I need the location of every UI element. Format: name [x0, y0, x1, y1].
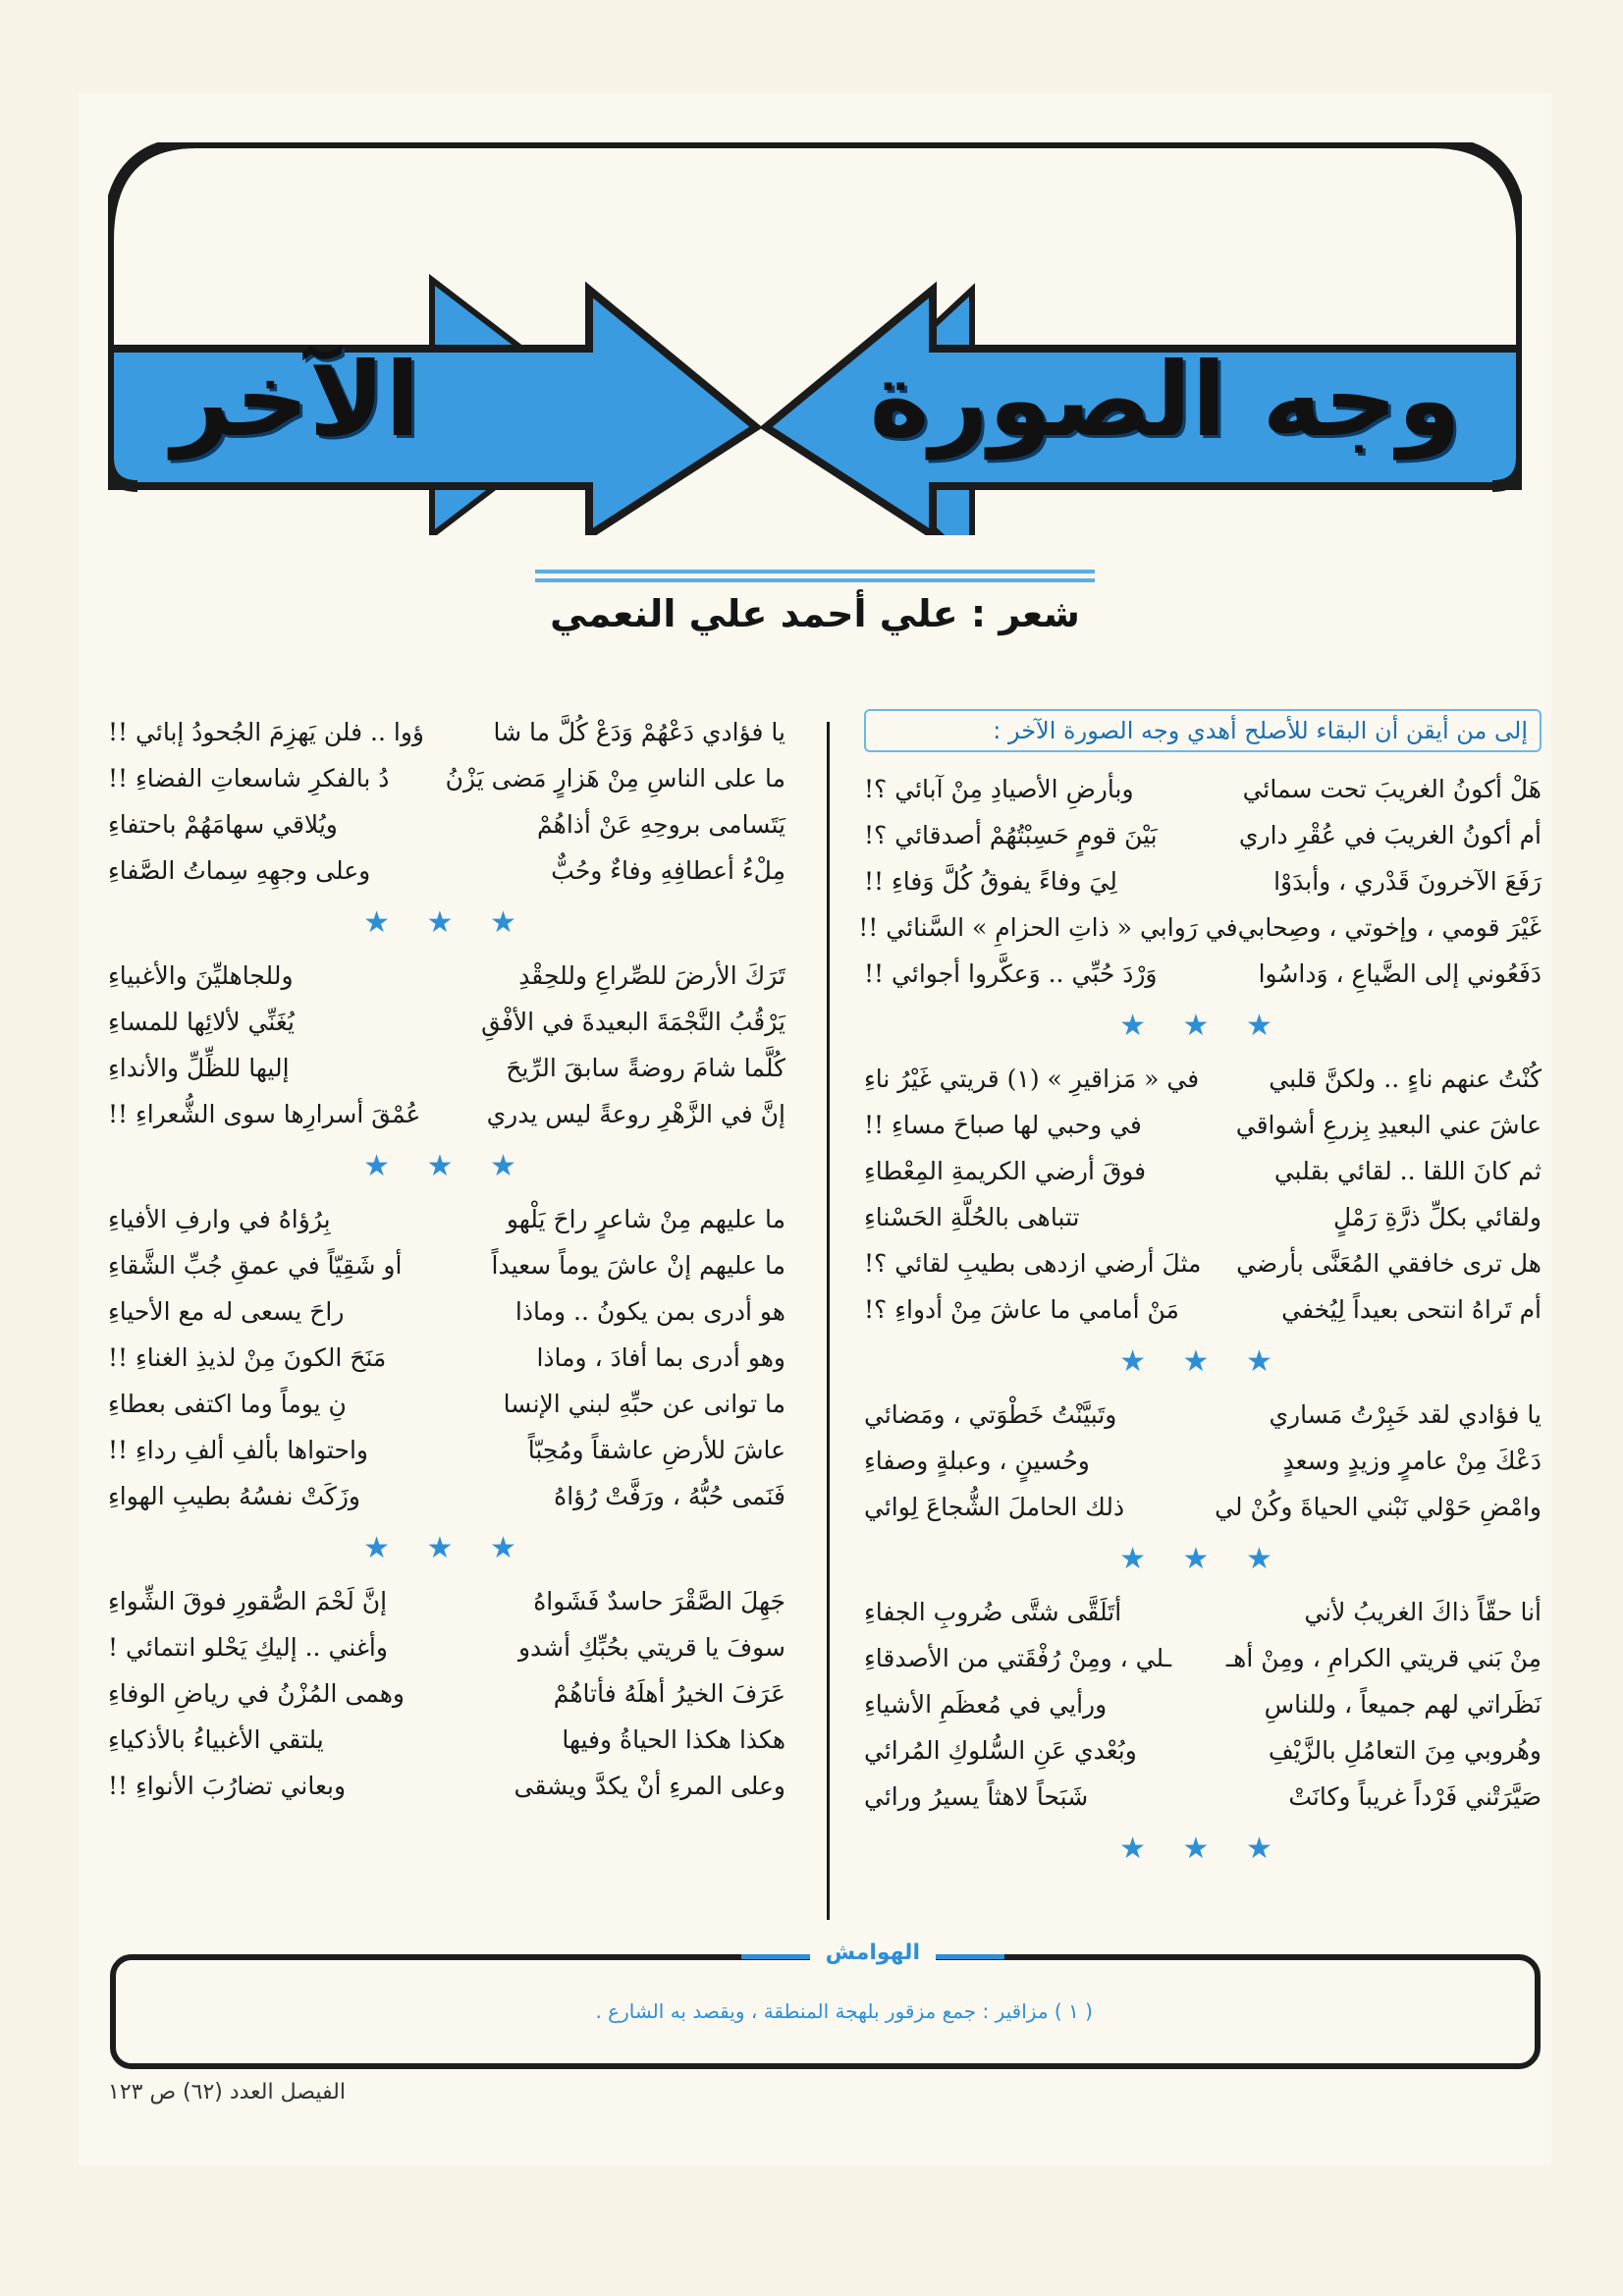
title-main: وجه الصورة [869, 340, 1461, 460]
verse-ajuz: مَنَحَ الكونَ مِنْ لذيذِ الغناءِ !! [108, 1343, 387, 1372]
verse-line [864, 766, 1542, 812]
verse-ajuz: واحتواها بألفِ ألفِ رداءِ !! [108, 1436, 368, 1464]
verse-sadr: دَفَعُوني إلى الضَّياعِ ، وَداسُوا [1258, 959, 1542, 988]
verse-ajuz: في وحبي لها صباحَ مساءِ !! [864, 1111, 1142, 1139]
verse-sadr: إنَّ في الزَّهْرِ روعةً ليس يدري [486, 1100, 785, 1128]
stars-separator: ★ ★ ★ [1119, 1344, 1286, 1379]
verse-line [864, 1589, 1542, 1635]
verse-sadr: ثم كانَ اللقا .. لقائي بقلبي [1273, 1157, 1542, 1185]
verse-ajuz: وبعاني تضارُبَ الأنواءِ !! [108, 1772, 347, 1800]
verse-ajuz: وحُسينٍ ، وعبلةٍ وصفاءِ [864, 1447, 1090, 1475]
verse-line [108, 1045, 785, 1091]
verse-line [864, 1681, 1542, 1727]
verse-sadr: مِلْءُ أعطافِهِ وفاءٌ وحُبٌّ [551, 856, 785, 885]
verse-sadr: يا فؤادي دَعْهُمْ وَدَعْ كُلَّ ما شا [493, 718, 785, 746]
verse-ajuz: ويُلاقي سهامَهُمْ باحتفاءِ [108, 810, 338, 839]
verse-sadr: عاشَ عني البعيدِ بِزرعِ أشواقي [1235, 1111, 1542, 1139]
title-banner [108, 142, 1522, 535]
verse-line [108, 709, 785, 755]
verse-sadr: عاشَ للأرضِ عاشقاً ومُحِبّاً [527, 1436, 785, 1464]
verse-ajuz: وللجاهليِّنَ والأغبياءِ [108, 961, 294, 990]
verse-ajuz: وزَكَتْ نفسُهُ بطيبِ الهواءِ [108, 1482, 361, 1510]
verse-sadr: عَرَفَ الخيرُ أهلَهُ فأتاهُمْ [553, 1679, 785, 1708]
verse-sadr: أم أكونُ الغريبَ في عُقْرِ داري [1238, 821, 1542, 849]
verse-line [108, 1335, 785, 1381]
verse-sadr: ولقائي بكلِّ ذرَّةِ رَمْلٍ [1333, 1203, 1542, 1231]
verse-line [108, 755, 785, 801]
verse-line [864, 1392, 1542, 1438]
stanza-r1 [858, 766, 1542, 997]
verse-ajuz: يُغَنِّي لألائِها للمساءِ [108, 1008, 295, 1036]
stanza-r4 [864, 1589, 1542, 1820]
stanza-r2 [864, 1056, 1542, 1333]
dedication: إلى من أيقن أن البقاء للأصلح أهدي وجه الصورة الآخر : [864, 709, 1542, 752]
footnotes-box [110, 1941, 1541, 2069]
verse-sadr: ما عليهم مِنْ شاعرٍ راحَ يَلْهو [506, 1205, 785, 1233]
verse-line [108, 1763, 785, 1809]
footnotes-label: الهوامش [810, 1941, 936, 1965]
verse-sadr: سوفَ يا قريتي بحُبِّكِ أشدو [517, 1633, 785, 1662]
verse-line [864, 951, 1542, 997]
verse-ajuz: شَبَحاً لاهثاً يسيرُ ورائي [864, 1782, 1089, 1811]
verse-ajuz: وهمى المُزْنُ في رياضِ الوفاءِ [108, 1679, 405, 1708]
verse-ajuz: أو شَقِيّاً في عمقِ جُبِّ الشَّقاءِ [108, 1251, 403, 1280]
verse-ajuz: مَنْ أمامي ما عاشَ مِنْ أدواءِ ؟! [864, 1295, 1179, 1324]
verse-ajuz: ؤوا .. فلن يَهزِمَ الجُحودُ إبائي !! [108, 718, 424, 746]
verse-sadr: ما على الناسِ مِنْ هَزارٍ مَضى يَزْنُ [445, 764, 785, 793]
verse-ajuz: فوقَ أرضي الكريمةِ المِعْطاءِ [864, 1157, 1147, 1185]
verse-sadr: وعلى المرءِ أنْ يكدَّ ويشقى [514, 1772, 785, 1800]
verse-line [864, 1056, 1542, 1102]
stars-separator: ★ ★ ★ [1119, 1009, 1286, 1043]
verse-sadr: صَيَّرَتْني فَرْداً غريباً وكانَتْ [1288, 1782, 1542, 1811]
verse-ajuz: في « مَزاقيرِ » (١) قريتي غَيْرُ ناءِ [864, 1065, 1200, 1093]
author-byline: شعر : علي أحمد علي النعمي [550, 592, 1080, 635]
verse-line [864, 858, 1542, 904]
verse-line [864, 812, 1542, 858]
verse-ajuz: ذلك الحاملَ الشُّجاعَ لِوائي [864, 1493, 1125, 1521]
stars-separator: ★ ★ ★ [363, 1531, 530, 1565]
verse-sadr: هكذا هكذا الحياةُ وفيها [562, 1725, 785, 1754]
verse-sadr: جَهِلَ الصَّقْرَ حاسدٌ فَشَواهُ [533, 1587, 785, 1615]
verse-ajuz: عُمْقَ أسرارِها سوى الشُّعراءِ !! [108, 1100, 421, 1128]
verse-sadr: رَفَعَ الآخرونَ قَدْري ، وأبدَوْا [1273, 867, 1542, 896]
verse-sadr: غَيْرَ قومي ، وإخوتي ، وصِحابي [1237, 913, 1542, 942]
verse-sadr: وهُروبي مِنَ التعامُلِ بالزَّيْفِ [1268, 1736, 1542, 1765]
verse-line [108, 1578, 785, 1624]
verse-sadr: يَتَسامى بروحِهِ عَنْ أذاهُمْ [537, 810, 785, 839]
verse-line [864, 1484, 1542, 1530]
verse-line [108, 801, 785, 847]
verse-sadr: يا فؤادي لقد خَبِرْتُ مَساري [1269, 1400, 1542, 1429]
verse-line [864, 1727, 1542, 1774]
verse-sadr: ما توانى عن حبِّهِ لبني الإنسا [503, 1390, 785, 1418]
verse-sadr: مِنْ بَني قريتي الكرامِ ، ومِنْ أهـ [1225, 1644, 1542, 1672]
verse-line [108, 999, 785, 1045]
verse-ajuz: وَرْدَ حُبِّي .. وَعكَّروا أجوائي !! [864, 959, 1158, 988]
verse-line [864, 1438, 1542, 1484]
banner-arrows-graphic [108, 142, 1522, 535]
verse-sadr: هو أدرى بمن يكونُ .. وماذا [514, 1297, 785, 1326]
verse-line [864, 1240, 1542, 1286]
verse-line [108, 1670, 785, 1717]
page-footer: الفيصل العدد (٦٢) ص ١٢٣ [108, 2080, 346, 2105]
verse-ajuz: ـلي ، ومِنْ رُفْقَتي من الأصدقاءِ [864, 1644, 1172, 1672]
verse-ajuz: بِرُؤاهُ في وارفِ الأفياءِ [108, 1205, 331, 1233]
footnote-text: ( ١ ) مزاقير : جمع مزقور بلهجة المنطقة ، ويقصد به الشارع . [595, 1999, 1093, 2023]
verse-sadr: كُلَّما شامَ روضةً سابقَ الرِّيحَ [506, 1054, 785, 1082]
verse-line [864, 1102, 1542, 1148]
verse-ajuz: في رَوابي « ذاتِ الحزامِ » السَّنائي !! [858, 913, 1238, 942]
stars-separator: ★ ★ ★ [363, 905, 530, 940]
verse-ajuz: أتَلَقَّى شتَّى ضُروبِ الجفاءِ [864, 1598, 1122, 1626]
verse-sadr: كُنْتُ عنهم ناءٍ .. ولكنَّ قلبي [1269, 1065, 1542, 1093]
verse-line [108, 953, 785, 999]
author-rule [535, 570, 1095, 587]
title-secondary: الآخر [172, 340, 420, 460]
verse-sadr: وامْضِ حَوْلي نَبْني الحياةَ وكُنْ لي [1215, 1493, 1542, 1521]
stanza-l2 [108, 953, 785, 1137]
verse-ajuz: بَيْنَ قومٍ حَسِبْتُهُمْ أصدقائي ؟! [864, 821, 1158, 849]
verse-sadr: دَعْكَ مِنْ عامرٍ وزيدٍ وسعدٍ [1282, 1447, 1542, 1475]
verse-ajuz: يلتقي الأغبياءُ بالأذكياءِ [108, 1725, 324, 1754]
verse-sadr: فَنَمى حُبُّهُ ، ورَفَّتْ رُؤاهُ [554, 1482, 785, 1510]
verse-ajuz: لِيَ وفاءً يفوقُ كُلَّ وَفاءِ !! [864, 867, 1117, 896]
verse-sadr: أم تَراهُ انتحى بعيداً لِيُخفي [1281, 1295, 1542, 1324]
verse-ajuz: نِ يوماً وما اكتفى بعطاءِ [108, 1390, 347, 1418]
verse-line [108, 1624, 785, 1670]
verse-ajuz: وتَبيَّنْتُ خَطْوَتي ، ومَضائي [864, 1400, 1117, 1429]
verse-sadr: أنا حقّاً ذاكَ الغريبُ لأني [1304, 1598, 1542, 1626]
verse-sadr: هَلْ أكونُ الغريبَ تحت سمائي [1242, 775, 1542, 803]
verse-ajuz: دُ بالفكرِ شاسعاتِ الفضاءِ !! [108, 764, 390, 793]
verse-line [108, 1091, 785, 1137]
verse-line [108, 1473, 785, 1519]
verse-line [864, 1635, 1542, 1681]
stanza-l4 [108, 1578, 785, 1809]
verse-sadr: وهو أدرى بما أفادَ ، وماذا [536, 1343, 785, 1372]
verse-line [864, 1194, 1542, 1240]
verse-ajuz: وبأرضِ الأصيادِ مِنْ آبائي ؟! [864, 775, 1134, 803]
verse-line [108, 1242, 785, 1288]
verse-sadr: هل ترى خافقي المُعَنَّى بأرضي [1236, 1249, 1542, 1278]
verse-line [108, 1196, 785, 1242]
stanza-l1 [108, 709, 785, 894]
left-column [108, 709, 785, 1809]
verse-ajuz: إليها للظِّلِّ والأنداءِ [108, 1054, 290, 1082]
verse-ajuz: وأغني .. إليكِ يَحْلو انتمائي ! [108, 1633, 388, 1662]
verse-ajuz: إنَّ لَحْمَ الصُّقورِ فوقَ الشِّواءِ [108, 1587, 388, 1615]
verse-line [858, 904, 1542, 951]
verse-ajuz: وبُعْدي عَنِ السُّلوكِ المُرائي [864, 1736, 1137, 1765]
verse-line [108, 847, 785, 894]
verse-sadr: ما عليهم إنْ عاشَ يوماً سعيداً [491, 1251, 785, 1280]
verse-ajuz: راحَ يسعى له مع الأحياءِ [108, 1297, 345, 1326]
verse-line [108, 1717, 785, 1763]
column-divider [827, 722, 830, 1920]
verse-ajuz: ورأيي في مُعظَمِ الأشياءِ [864, 1690, 1108, 1719]
verse-sadr: تَرَكَ الأرضَ للصِّراعِ وللحِقْدِ [518, 961, 785, 990]
verse-ajuz: مثلَ أرضي ازدهى بطيبِ لقائي ؟! [864, 1249, 1202, 1278]
verse-ajuz: وعلى وجهِهِ سِماتُ الصَّفاءِ [108, 856, 371, 885]
stanza-l3 [108, 1196, 785, 1519]
right-column [858, 709, 1542, 1879]
verse-line [108, 1427, 785, 1473]
verse-ajuz: تتباهى بالحُلَّةِ الحَسْناءِ [864, 1203, 1080, 1231]
verse-line [864, 1774, 1542, 1820]
verse-sadr: نَظَراتي لهم جميعاً ، وللناسِ [1264, 1690, 1542, 1719]
stars-separator: ★ ★ ★ [1119, 1831, 1286, 1866]
verse-line [864, 1148, 1542, 1194]
verse-line [864, 1286, 1542, 1333]
stars-separator: ★ ★ ★ [1119, 1542, 1286, 1576]
stars-separator: ★ ★ ★ [363, 1149, 530, 1183]
verse-line [108, 1288, 785, 1335]
stanza-r3 [864, 1392, 1542, 1530]
verse-sadr: يَرْقُبُ النَّجْمَةَ البعيدةَ في الأفْقِ [481, 1008, 785, 1036]
verse-line [108, 1381, 785, 1427]
